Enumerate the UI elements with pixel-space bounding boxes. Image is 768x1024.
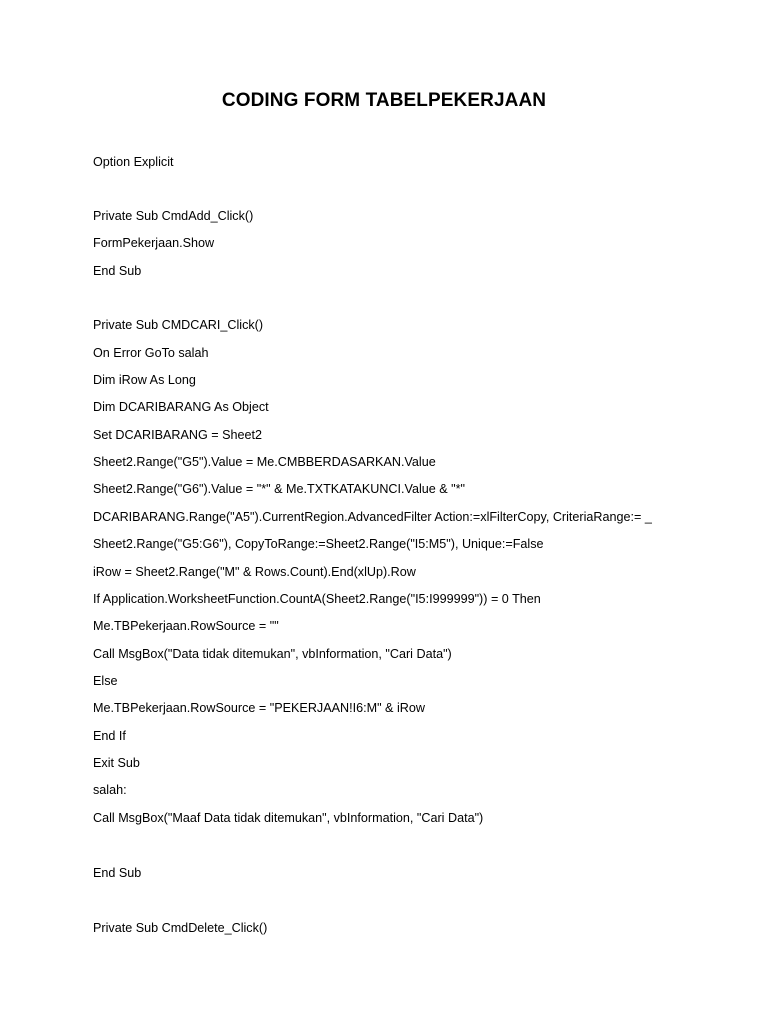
code-line: If Application.WorksheetFunction.CountA(Sheet2.Range("I5:I999999")) = 0 Then (93, 592, 541, 606)
code-line: Exit Sub (93, 756, 140, 770)
code-line: Sheet2.Range("G6").Value = "*" & Me.TXTKATAKUNCI.Value & "*" (93, 482, 466, 496)
code-line: Set DCARIBARANG = Sheet2 (93, 428, 263, 442)
code-line: On Error GoTo salah (93, 346, 209, 360)
code-line: End Sub (93, 866, 142, 880)
code-line: Sheet2.Range("G5:G6"), CopyToRange:=Sheet2.Range("I5:M5"), Unique:=False (93, 537, 544, 551)
code-line: salah: (93, 783, 127, 797)
code-line: Private Sub CMDCARI_Click() (93, 318, 264, 332)
code-line: Me.TBPekerjaan.RowSource = "PEKERJAAN!I6:M" & iRow (93, 701, 425, 715)
code-line: Sheet2.Range("G5").Value = Me.CMBBERDASARKAN.Value (93, 455, 436, 469)
code-line: Private Sub CmdAdd_Click() (93, 209, 254, 223)
code-line: End Sub (93, 264, 142, 278)
code-line: Me.TBPekerjaan.RowSource = "" (93, 619, 279, 633)
code-line: FormPekerjaan.Show (93, 236, 215, 250)
code-line: Else (93, 674, 118, 688)
code-line: Dim iRow As Long (93, 373, 196, 387)
code-line: iRow = Sheet2.Range("M" & Rows.Count).End(xlUp).Row (93, 565, 416, 579)
code-line: Private Sub CmdDelete_Click() (93, 921, 268, 935)
code-line: Option Explicit (93, 155, 174, 169)
code-line: Dim DCARIBARANG As Object (93, 400, 269, 414)
code-line: Call MsgBox("Data tidak ditemukan", vbInformation, "Cari Data") (93, 647, 452, 661)
code-line: End If (93, 729, 126, 743)
code-line: DCARIBARANG.Range("A5").CurrentRegion.AdvancedFilter Action:=xlFilterCopy, CriteriaRange:= _ (93, 510, 652, 524)
code-line: Call MsgBox("Maaf Data tidak ditemukan", vbInformation, "Cari Data") (93, 811, 484, 825)
document-title: CODING FORM TABELPEKERJAAN (221, 90, 547, 111)
